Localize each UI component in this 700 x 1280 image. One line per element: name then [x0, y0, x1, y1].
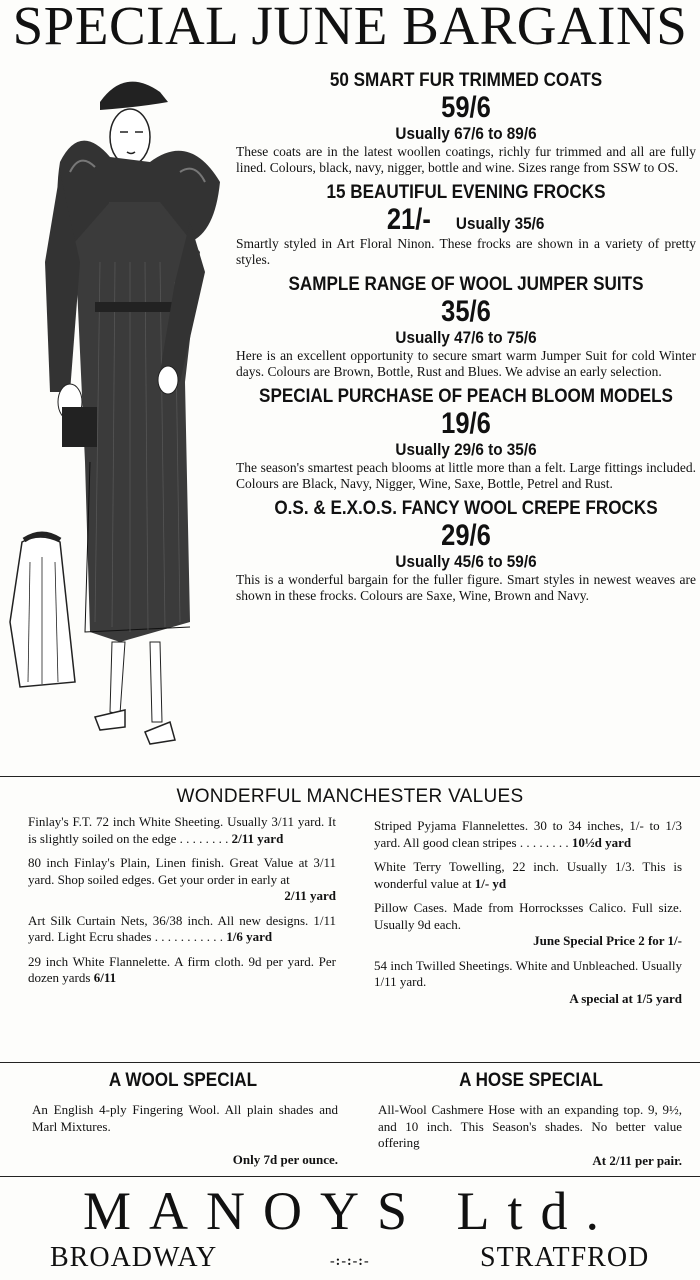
item-title: SPECIAL PURCHASE OF PEACH BLOOM MODELS — [259, 386, 673, 407]
item-price: 21/- — [386, 203, 431, 236]
item-description: Here is an excellent opportunity to secure smart warm Jumper Suit for cold Winter days. Colours are Brown, Bottle, Rust and Blues. We advise an early selection. — [236, 348, 696, 379]
manchester-left-column — [28, 814, 336, 995]
manchester-item: 29 inch White Flannelette. A firm cloth. 9d per yard. Per dozen yards 6/11 — [28, 953, 336, 985]
address-left: BROADWAY — [50, 1242, 218, 1273]
item-price: 29/6 — [441, 519, 491, 552]
item-description: This is a wonderful bargain for the fuller figure. Smart styles in newest weaves are shown in these frocks. Colours are Saxe, Wine, Brown and Navy. — [236, 572, 696, 603]
address-right: STRATFROD — [480, 1242, 650, 1273]
coat-illustration — [0, 62, 232, 772]
item-description: The season's smartest peach blooms at little more than a felt. Large fittings included. Colours are Black, Navy, Nigger, Wine, Saxe, Bottle, Petrel and Rust. — [236, 460, 696, 491]
divider — [0, 776, 700, 777]
item-usual-price: Usually 67/6 to 89/6 — [395, 124, 537, 143]
item-usual-price: Usually 47/6 to 75/6 — [395, 328, 537, 347]
manchester-item: Finlay's F.T. 72 inch White Sheeting. Usually 3/11 yard. It is slightly soiled on the edge . . . . . . . . 2/11 yard — [28, 814, 336, 846]
bargain-item-crepe-frocks — [236, 498, 696, 604]
item-description: These coats are in the latest woollen coatings, richly fur trimmed and all are fully lined. Colours, black, navy, nigger, bottle and wine. Sizes range from SSW to OS. — [236, 144, 696, 175]
footer-dots: -:-:-:- — [330, 1254, 370, 1269]
hose-special-text: All-Wool Cashmere Hose with an expanding top. 9, 9½, and 10 inch. This Season's shades. No better value offering — [378, 1102, 682, 1150]
wool-special-price: Only 7d per ounce. — [232, 1152, 338, 1167]
item-title: O.S. & E.X.O.S. FANCY WOOL CREPE FROCKS — [274, 498, 658, 519]
hose-special-price: At 2/11 per pair. — [592, 1153, 682, 1168]
bargain-item-jumper-suits — [236, 274, 696, 380]
bargain-item-coats — [236, 70, 696, 176]
item-title: SAMPLE RANGE OF WOOL JUMPER SUITS — [288, 274, 644, 295]
manchester-right-column — [374, 818, 682, 1015]
manchester-item: Striped Pyjama Flannelettes. 30 to 34 inches, 1/- to 1/3 yard. All good clean stripes . . . . . . . . 10½d yard — [374, 818, 682, 850]
headline: SPECIAL JUNE BARGAINS — [12, 0, 688, 56]
item-price: 35/6 — [441, 295, 491, 328]
manchester-item: Pillow Cases. Made from Horrocksses Calico. Full size. Usually 9d each. June Special Price 2 for 1/- — [374, 900, 682, 948]
bargain-list — [236, 70, 696, 610]
item-usual-price: Usually 35/6 — [455, 214, 545, 233]
manchester-title: WONDERFUL MANCHESTER VALUES — [176, 786, 524, 807]
wool-special-title: A WOOL SPECIAL — [108, 1070, 258, 1091]
item-title: 15 BEAUTIFUL EVENING FROCKS — [326, 182, 606, 203]
bargain-item-frocks — [236, 182, 696, 268]
manchester-item: 80 inch Finlay's Plain, Linen finish. Great Value at 3/11 yard. Shop soiled edges. Get your order in early at 2/11 yard — [28, 855, 336, 903]
item-usual-price: Usually 29/6 to 35/6 — [395, 440, 537, 459]
item-description: Smartly styled in Art Floral Ninon. These frocks are shown in a variety of pretty styles. — [236, 236, 696, 267]
item-title: 50 SMART FUR TRIMMED COATS — [329, 70, 603, 91]
manchester-item: Art Silk Curtain Nets, 36/38 inch. All new designs. 1/11 yard. Light Ecru shades . . . . . . . . . . . 1/6 yard — [28, 912, 336, 944]
item-price: 59/6 — [441, 91, 491, 124]
manchester-item: White Terry Towelling, 22 inch. Usually 1/3. This is wonderful value at 1/- yd — [374, 859, 682, 891]
wool-special-text: An English 4-ply Fingering Wool. All plain shades and Marl Mixtures. — [32, 1102, 338, 1134]
manchester-item: 54 inch Twilled Sheetings. White and Unbleached. Usually 1/11 yard. A special at 1/5 yard — [374, 957, 682, 1006]
divider — [0, 1062, 700, 1063]
divider — [0, 1176, 700, 1177]
bargain-item-peach-bloom — [236, 386, 696, 492]
item-usual-price: Usually 45/6 to 59/6 — [395, 552, 537, 571]
item-price: 19/6 — [441, 407, 491, 440]
store-name: MANOYS Ltd. — [82, 1181, 618, 1241]
hose-special-title: A HOSE SPECIAL — [459, 1070, 603, 1091]
